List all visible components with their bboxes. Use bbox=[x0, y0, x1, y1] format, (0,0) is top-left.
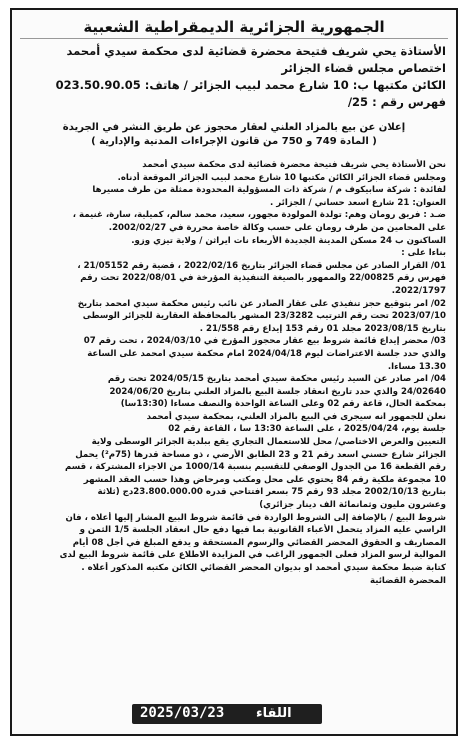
body-line: فهرس رقم 22/00825 والممهور بالصيغة التنفيذية المؤرخة في 2022/08/01 تحت رقم bbox=[80, 273, 446, 284]
notary-info bbox=[22, 43, 446, 111]
body-line: بتاريخ 2002/10/13 مجلد 93 رقم 75 بسعر افتتاحي قدره 23.800.000.00دج (ثلاثة bbox=[97, 487, 446, 498]
notice-body bbox=[22, 159, 446, 587]
publication-date: 2025/03/23 bbox=[140, 705, 225, 721]
notary-name: الأستاذة يحي شريف فتيحة محضرة قضائية لدى محكمة سيدي أمحمد bbox=[66, 44, 446, 58]
body-line: شروط البيع / بالإضافة إلى الشروط الواردة في قائمة شروط البيع المشار إليها أعلاه ، فان bbox=[65, 512, 446, 523]
body-line: 04/ امر صادر عن السيد رئيس محكمة سيدي أمحمد بتاريخ 2024/05/15 تحت رقم bbox=[107, 374, 446, 385]
body-line: كتابة ضبط محكمة سيدي أمحمد او بديوان المحضر القضائي الكائن مكتبه المذكور أعلاه . bbox=[81, 563, 446, 573]
notice-title: إعلان عن بيع بالمزاد العلني لعقار محجوز عن طريق النشر في الجريدة bbox=[62, 122, 406, 133]
body-line: الراسي عليه المزاد يتحمل الأعباء القانونية بما فيها دفع حال انعقاد الجلسة 1/5 الثمن و bbox=[79, 525, 446, 536]
body-line: بمحكمة الحال، قاعة رقم 02 وعلى الساعة الواحدة والنصف مساءا (13:30سا) bbox=[120, 399, 446, 410]
body-line: الجزائر شارع حسني اسعد رقم 21 و 23 الطابق الأرضي ، ذو مساحة قدرها (75م²) يحمل bbox=[75, 449, 446, 460]
notary-index-number: فهرس رقم : 25/ bbox=[347, 95, 446, 109]
body-line: جلسة يوم، 2025/04/24 ، على الساعة 13:30 سا ، القاعة رقم 02 bbox=[168, 424, 446, 435]
body-line: بتاريخ 2023/08/15 مجلد 01 رقم 153 إيداع رقم 21/558 . bbox=[199, 323, 446, 334]
notice-title-block bbox=[22, 121, 446, 149]
body-line: لفائدة : شركة سابيكوف م / شركة ذات المسؤولية المحدودة ممثلة من طرف مسيرها bbox=[92, 185, 446, 196]
body-line: على المحامين من طرف رومان على حسب وكالة خاصة محررة في 2002/02/27. bbox=[108, 222, 446, 233]
notice-subtitle: ( المادة 749 و 750 من قانون الإجراءات المدنية والإدارية ) bbox=[91, 136, 377, 147]
body-line: الموالية لرسو المزاد فعلى الجمهور الراغب في المزايدة الاطلاع على قائمة شروط البيع لدى bbox=[59, 550, 446, 561]
newspaper-name: اللقاء bbox=[256, 706, 292, 721]
body-line: العنوان: 21 شارع اسعد حساني / الجزائر . bbox=[270, 197, 446, 208]
body-line: والذي حدد جلسة الاعتراضات ليوم 2024/04/18 امام محكمة سيدي امحمد على الساعة bbox=[87, 348, 446, 359]
signature-line: المحضرة القضائية bbox=[369, 575, 446, 586]
body-line: 24/02640 والذي حدد تاريخ انعقاد جلسة البيع بالمزاد العلني بتاريخ 2024/06/20 bbox=[109, 386, 446, 397]
body-line: 2023/07/10 تحت رقم الترتيب 23/3282 المشهر بالمحافظة العقارية للجزائر الوسطى bbox=[82, 311, 446, 322]
body-line: الساكنون ب 24 مسكن المدينة الجديدة الأربعاء نات ايراثن / ولاية تيزي وزو. bbox=[131, 235, 446, 246]
body-line: 02/ امر بتوقيع حجز تنفيذي على عقار الصادر عن نائب رئيس محكمة سيدي امحمد بتاريخ bbox=[77, 298, 446, 309]
body-line: 2022/1797. bbox=[391, 285, 446, 296]
body-line: 13.30 مساءا. bbox=[387, 361, 446, 372]
notary-address: الكائن مكتبها ب: 10 شارع محمد لبيب الجزائر / هاتف: 023.50.90.05 bbox=[55, 78, 446, 92]
body-line: المصاريف و الحقوق المحضر القضائي والرسوم المستحقة و يدفع المبلغ في أجل 08 أيام bbox=[72, 537, 446, 548]
body-line: ومجلس قضاء الجزائر الكائن مكتبها 10 شارع محمد لبيب الجزائر الموقعة أدناه. bbox=[117, 172, 446, 183]
body-line: نعلن للجمهور انه سيجرى في البيع بالمزاد العلني، بمحكمة سيدي أمحمد bbox=[146, 411, 446, 422]
body-line: ضـد : فريق رومان وهم: تولدة المولودة مجهور، سعيد، محمد سالم، كميلية، سارة، غنيمة ، bbox=[72, 210, 446, 221]
body-line: 01/ القرار الصادر عن مجلس قضاء الجزائر بتاريخ 2022/02/16 ، قضية رقم 21/05152 ، bbox=[77, 260, 446, 271]
body-line: 03/ محضر إيداع قائمة شروط بيع عقار محجوز المؤرخ في 2024/03/10 ، تحت رقم 07 bbox=[83, 336, 446, 347]
body-line: بناءا على : bbox=[401, 248, 446, 259]
body-line: نحن الأستاذة يحي شريف فتيحة محضرة قضائية لدى محكمة سيدي أمحمد bbox=[142, 160, 446, 170]
notary-jurisdiction: اختصاص مجلس قضاء الجزائر bbox=[281, 61, 446, 75]
body-line: 10 مجموعة ملكية رقم 84 يحتوي على محل ومكتب ومرحاض وهذا حسب العقد المشهر bbox=[83, 474, 446, 485]
body-line: رقم القطعة 16 من الجدول الوصفي للتقسيم بنسبة 1000/14 من الاجزاء المشتركة ، قسم bbox=[65, 462, 446, 473]
newspaper-footer bbox=[12, 702, 456, 728]
republic-header-title: الجمهورية الجزائرية الديمقراطية الشعبية bbox=[20, 16, 448, 39]
body-line: وعشرون مليون وثمانمائة الف دينار جزائري) bbox=[259, 500, 446, 511]
body-line: التعيين والعرض الاختاصي/ محل للاستعمال التجاري يقع ببلدية الجزائر الوسطى ولاية bbox=[91, 437, 446, 448]
legal-notice-page bbox=[10, 8, 458, 736]
